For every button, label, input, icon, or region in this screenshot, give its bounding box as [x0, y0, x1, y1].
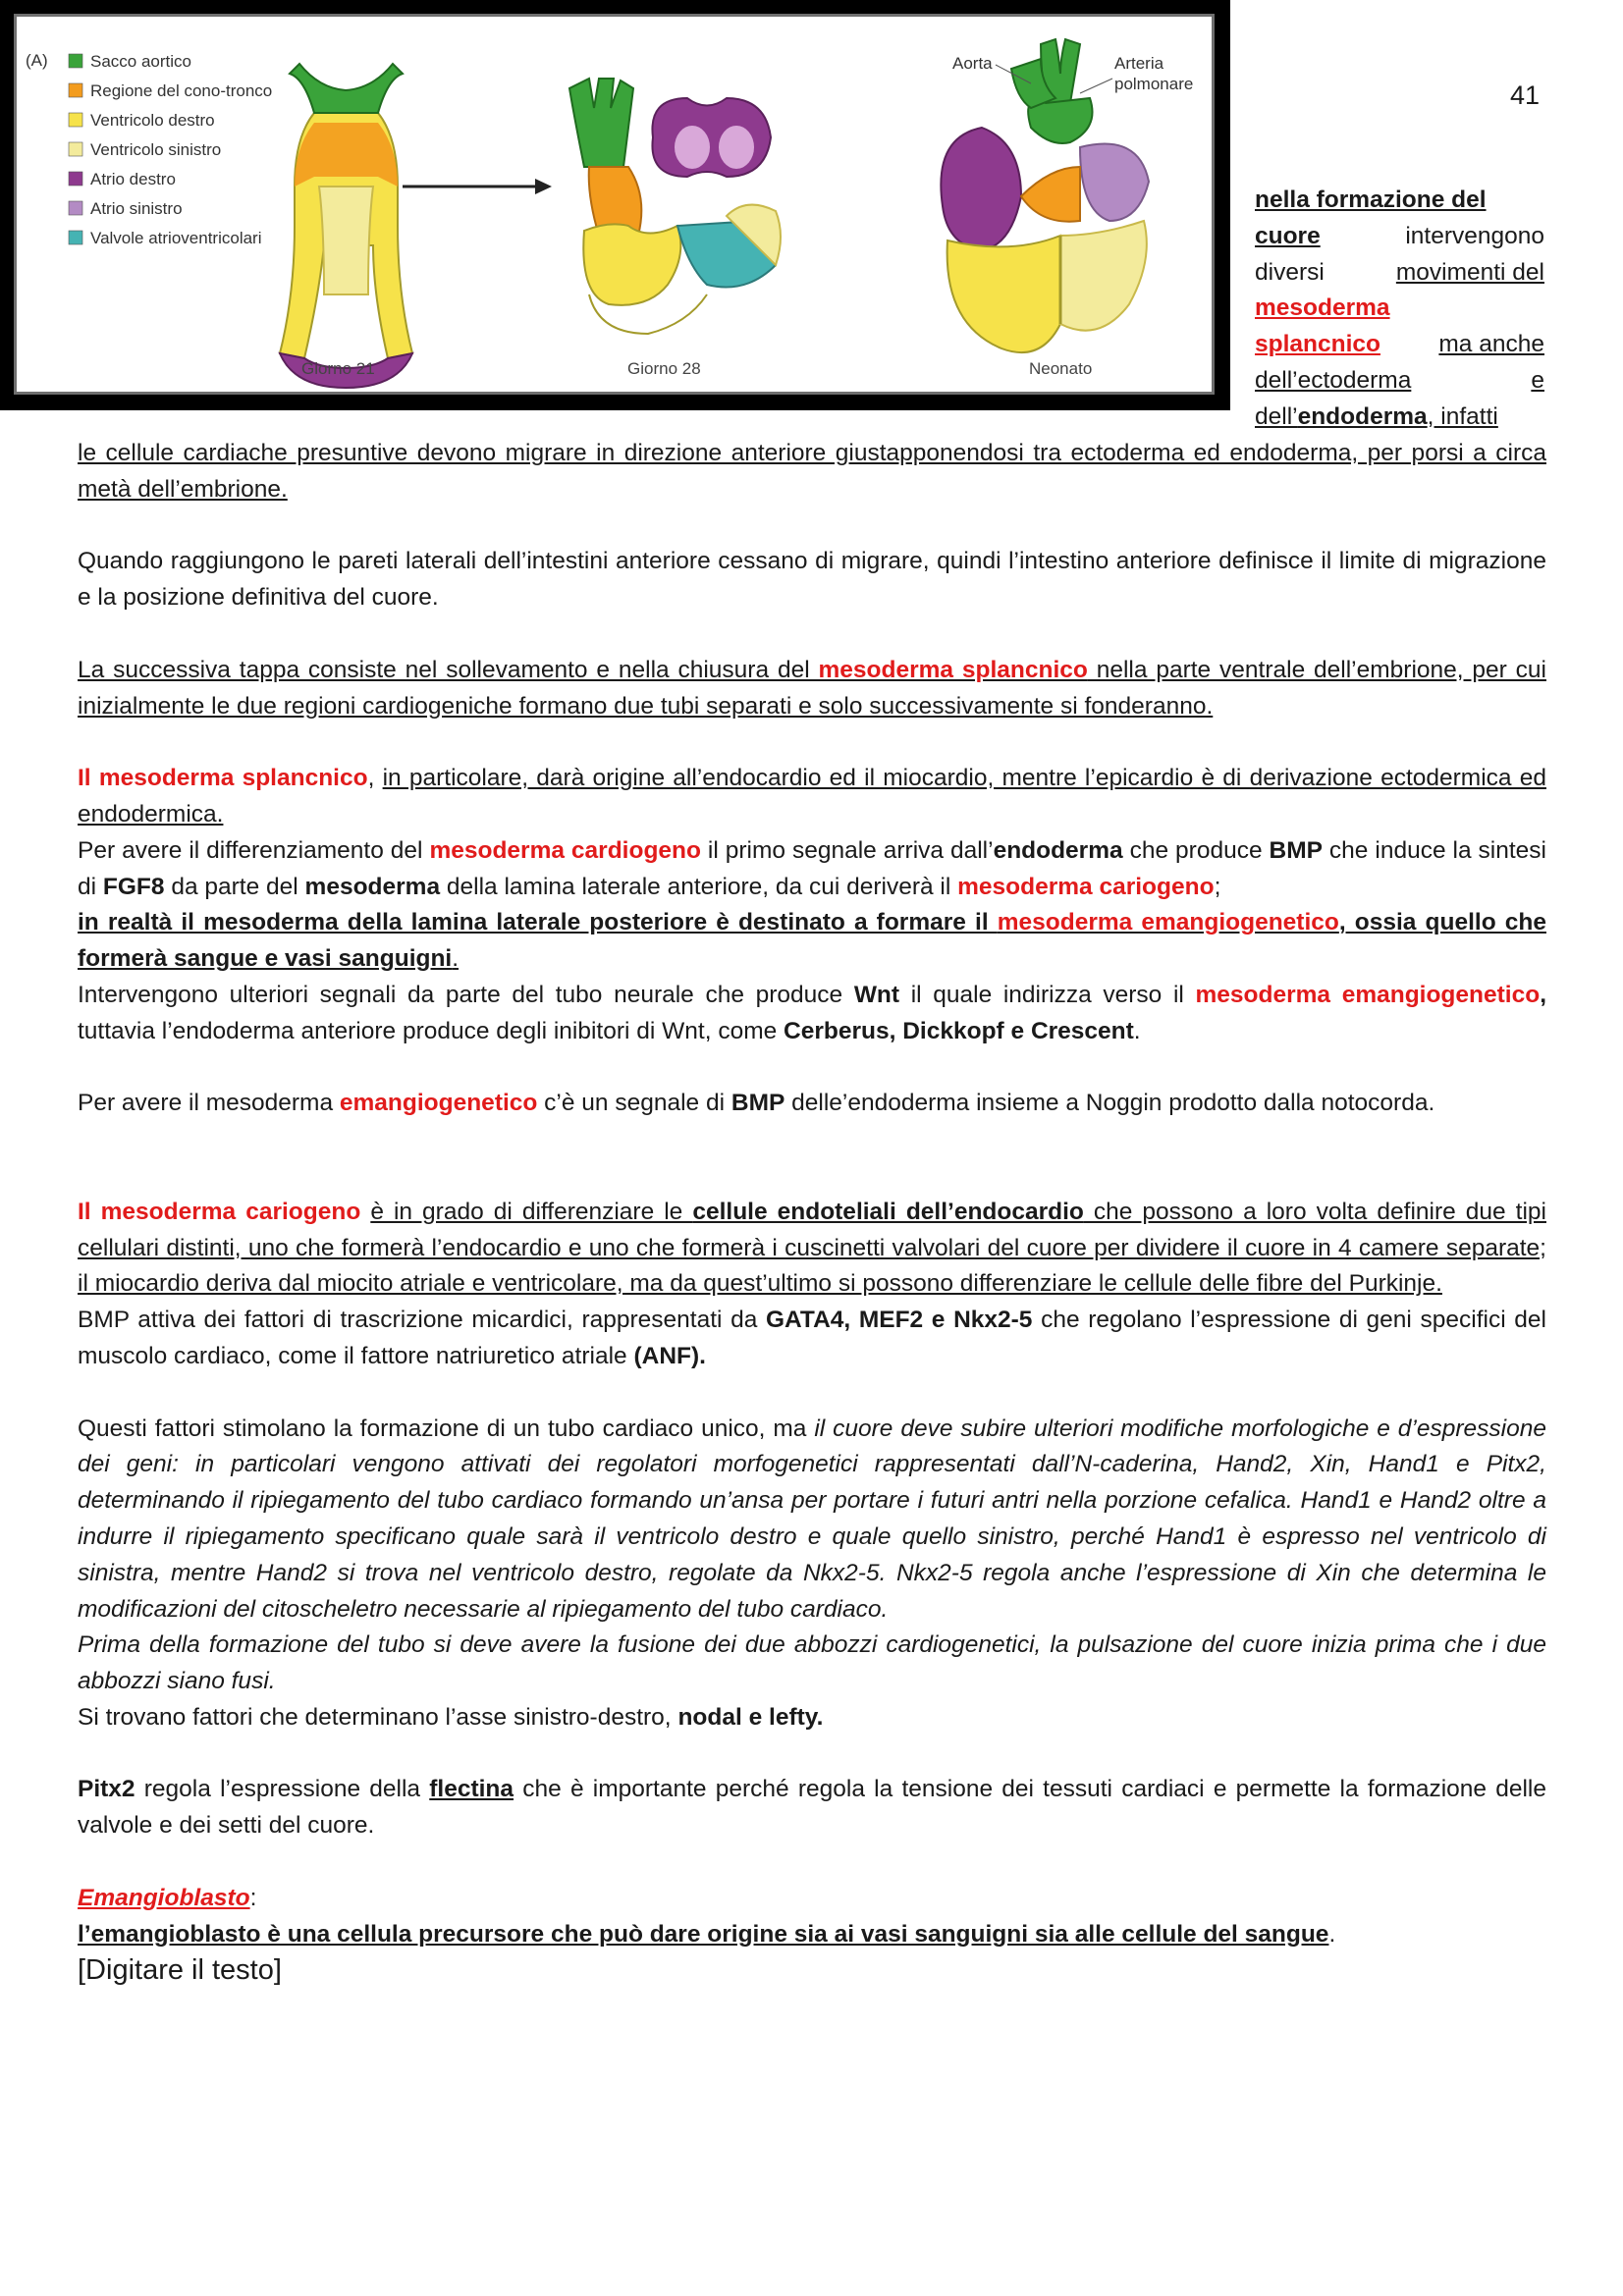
side-line-3: diversi movimenti del — [1255, 258, 1544, 286]
legend-label-valvole: Valvole atrioventricolari — [90, 229, 262, 247]
side-line-1: nella formazione del — [1255, 187, 1487, 213]
paragraph-posterior-lamina: in realtà il mesoderma della lamina laterale posteriore è destinato a formare il mesoderma emangiogenetico, ossia quello che formerà sangue e vasi sanguigni. — [78, 909, 1546, 973]
legend-label-sacco-aortico: Sacco aortico — [90, 52, 191, 71]
paragraph-fusion: Prima della formazione del tubo si deve avere la fusione dei due abbozzi cardiogenetici, la pulsazione del cuore inizia prima che i due abbozzi siano fusi. — [78, 1631, 1546, 1695]
heart-day-28 — [569, 79, 781, 378]
legend-label-ventricolo-destro: Ventricolo destro — [90, 111, 215, 130]
legend-label-ventricolo-sinistro: Ventricolo sinistro — [90, 140, 222, 159]
panel-label: (A) — [26, 51, 48, 70]
legend-swatch-ventricolo-destro — [69, 113, 82, 127]
legend-swatch-atrio-destro — [69, 172, 82, 186]
legend-swatch-atrio-sinistro — [69, 201, 82, 215]
paragraph-wnt: Intervengono ulteriori segnali da parte del tubo neurale che produce Wnt il quale indirizza verso il mesoderma emangiogenetico, tuttavia l’endoderma anteriore produce degli inibitori di Wnt, come Cerberus, Dickkopf e Crescent. — [78, 981, 1546, 1044]
label-aorta: Aorta — [952, 54, 993, 73]
legend-swatch-cono-tronco — [69, 83, 82, 97]
legend-swatch-sacco-aortico — [69, 54, 82, 68]
side-line-6: dell’ectoderma e — [1255, 366, 1544, 394]
body-text — [78, 436, 1546, 1989]
paragraph-pitx2: Pitx2 regola l’espressione della flectina che è importante perché regola la tensione dei tessuti cardiaci e permette la formazione delle valvole e dei setti del cuore. — [78, 1776, 1546, 1840]
label-giorno-21: Giorno 21 — [301, 359, 375, 378]
side-text-block — [1255, 183, 1544, 436]
paragraph-transcription-factors: BMP attiva dei fattori di trascrizione micardici, rappresentati da GATA4, MEF2 e Nkx2-5 che regolano l’espressione di geni specifici del muscolo cardiaco, come il fattore natriuretico atriale (ANF). — [78, 1307, 1546, 1369]
label-giorno-28: Giorno 28 — [627, 359, 701, 378]
legend-label-atrio-destro: Atrio destro — [90, 170, 176, 188]
legend-swatch-valvole — [69, 231, 82, 244]
paragraph-cardiogenic-signals: Per avere il differenziamento del mesoderma cardiogeno il primo segnale arriva dall’endoderma che produce BMP che induce la sintesi di FGF8 da parte del mesoderma della lamina laterale anteriore, da cui deriverà il mesoderma cariogeno; — [78, 836, 1546, 900]
paragraph-closure: La successiva tappa consiste nel sollevamento e nella chiusura del mesoderma splancnico nella parte ventrale dell’embrione, per cui inizialmente le due regioni cardiogeniche formano due tubi separati e solo successivamente si fonderanno. — [78, 656, 1546, 720]
figure-illustration — [0, 0, 1230, 410]
paragraph-intestine: Quando raggiungono le pareti laterali dell’intestini anteriore cessano di migrare, quindi l’intestino anteriore definisce il limite di migrazione e la posizione definitiva del cuore. — [78, 548, 1546, 612]
side-line-7: dell’endoderma, infatti — [1255, 402, 1498, 430]
label-polmonare: polmonare — [1114, 75, 1194, 93]
placeholder-text: [Digitare il testo] — [78, 1954, 282, 1987]
paragraph-emangiogenetic: Per avere il mesoderma emangiogenetico c’è un segnale di BMP delle’endoderma insieme a Noggin prodotto dalla notocorda. — [78, 1090, 1435, 1117]
legend-label-cono-tronco: Regione del cono-tronco — [90, 81, 273, 100]
paragraph-endocardium: Il mesoderma cariogeno è in grado di differenziare le cellule endoteliali dell’endocardio che possono a loro volta definire due tipi cellulari distinti, uno che formerà l’endocardio e uno che formerà i cuscinetti valvolari del cuore per dividere il cuore in 4 camere separate; il miocardio deriva dal miocito atriale e ventricolare, ma da quest’ultimo si possono differenziare le cellule delle fibre del Purkinje. — [78, 1198, 1546, 1298]
arrow-day21-to-day28 — [403, 179, 552, 194]
figure-legend — [69, 52, 272, 247]
heart-newborn — [941, 39, 1193, 378]
label-arteria: Arteria — [1114, 54, 1164, 73]
label-neonato: Neonato — [1029, 359, 1093, 378]
paragraph-emangioblasto: l’emangioblasto è una cellula precursore che può dare origine sia ai vasi sanguigni sia alle cellule del sangue. — [78, 1920, 1336, 1948]
paragraph-left-right-axis: Si trovano fattori che determinano l’asse sinistro-destro, nodal e lefty. — [78, 1703, 824, 1731]
heart-day-21 — [280, 64, 412, 388]
page-number: 41 — [1510, 80, 1541, 110]
paragraph-heart-tube: Questi fattori stimolano la formazione di un tubo cardiaco unico, ma il cuore deve subire ulteriori modifiche morfologiche e d’espressione dei geni: in particolari vengono attivati dei regolatori morfogenetici rappresentati dall’N-caderina, Hand2, Xin, Hand1 e Pitx2, determinando il ripiegamento del tubo cardiaco formando un’ansa per portare i futuri antri nella porzione cefalica. Hand1 e Hand2 oltre a indurre il ripiegamento specificano quale sarà il ventricolo destro e quale quello sinistro, perché Hand1 è espresso nel ventricolo di sinistra, mentre Hand2 si trova nel ventricolo destro, regolate da Nkx2-5. Nkx2-5 regola anche l’espressione di Xin che determina le modificazioni del citoscheletro necessarie al ripiegamento del tubo cardiaco. — [78, 1415, 1546, 1623]
legend-label-atrio-sinistro: Atrio sinistro — [90, 199, 183, 218]
side-line-2: cuore intervengono — [1255, 222, 1544, 249]
side-line-5: splancnico ma anche — [1255, 331, 1544, 358]
paragraph-migration: le cellule cardiache presuntive devono migrare in direzione anteriore giustapponendosi tra ectoderma ed endoderma, per porsi a circa metà dell’embrione. — [78, 440, 1546, 503]
heading-emangioblasto: Emangioblasto: — [78, 1884, 257, 1911]
legend-swatch-ventricolo-sinistro — [69, 142, 82, 156]
heart-development-figure — [0, 0, 1230, 410]
paragraph-splanchnic-origin: Il mesoderma splancnico, in particolare, darà origine all’endocardio ed il miocardio, mentre l’epicardio è di derivazione ectodermica ed endodermica. — [78, 765, 1546, 828]
side-line-4: mesoderma — [1255, 294, 1390, 322]
